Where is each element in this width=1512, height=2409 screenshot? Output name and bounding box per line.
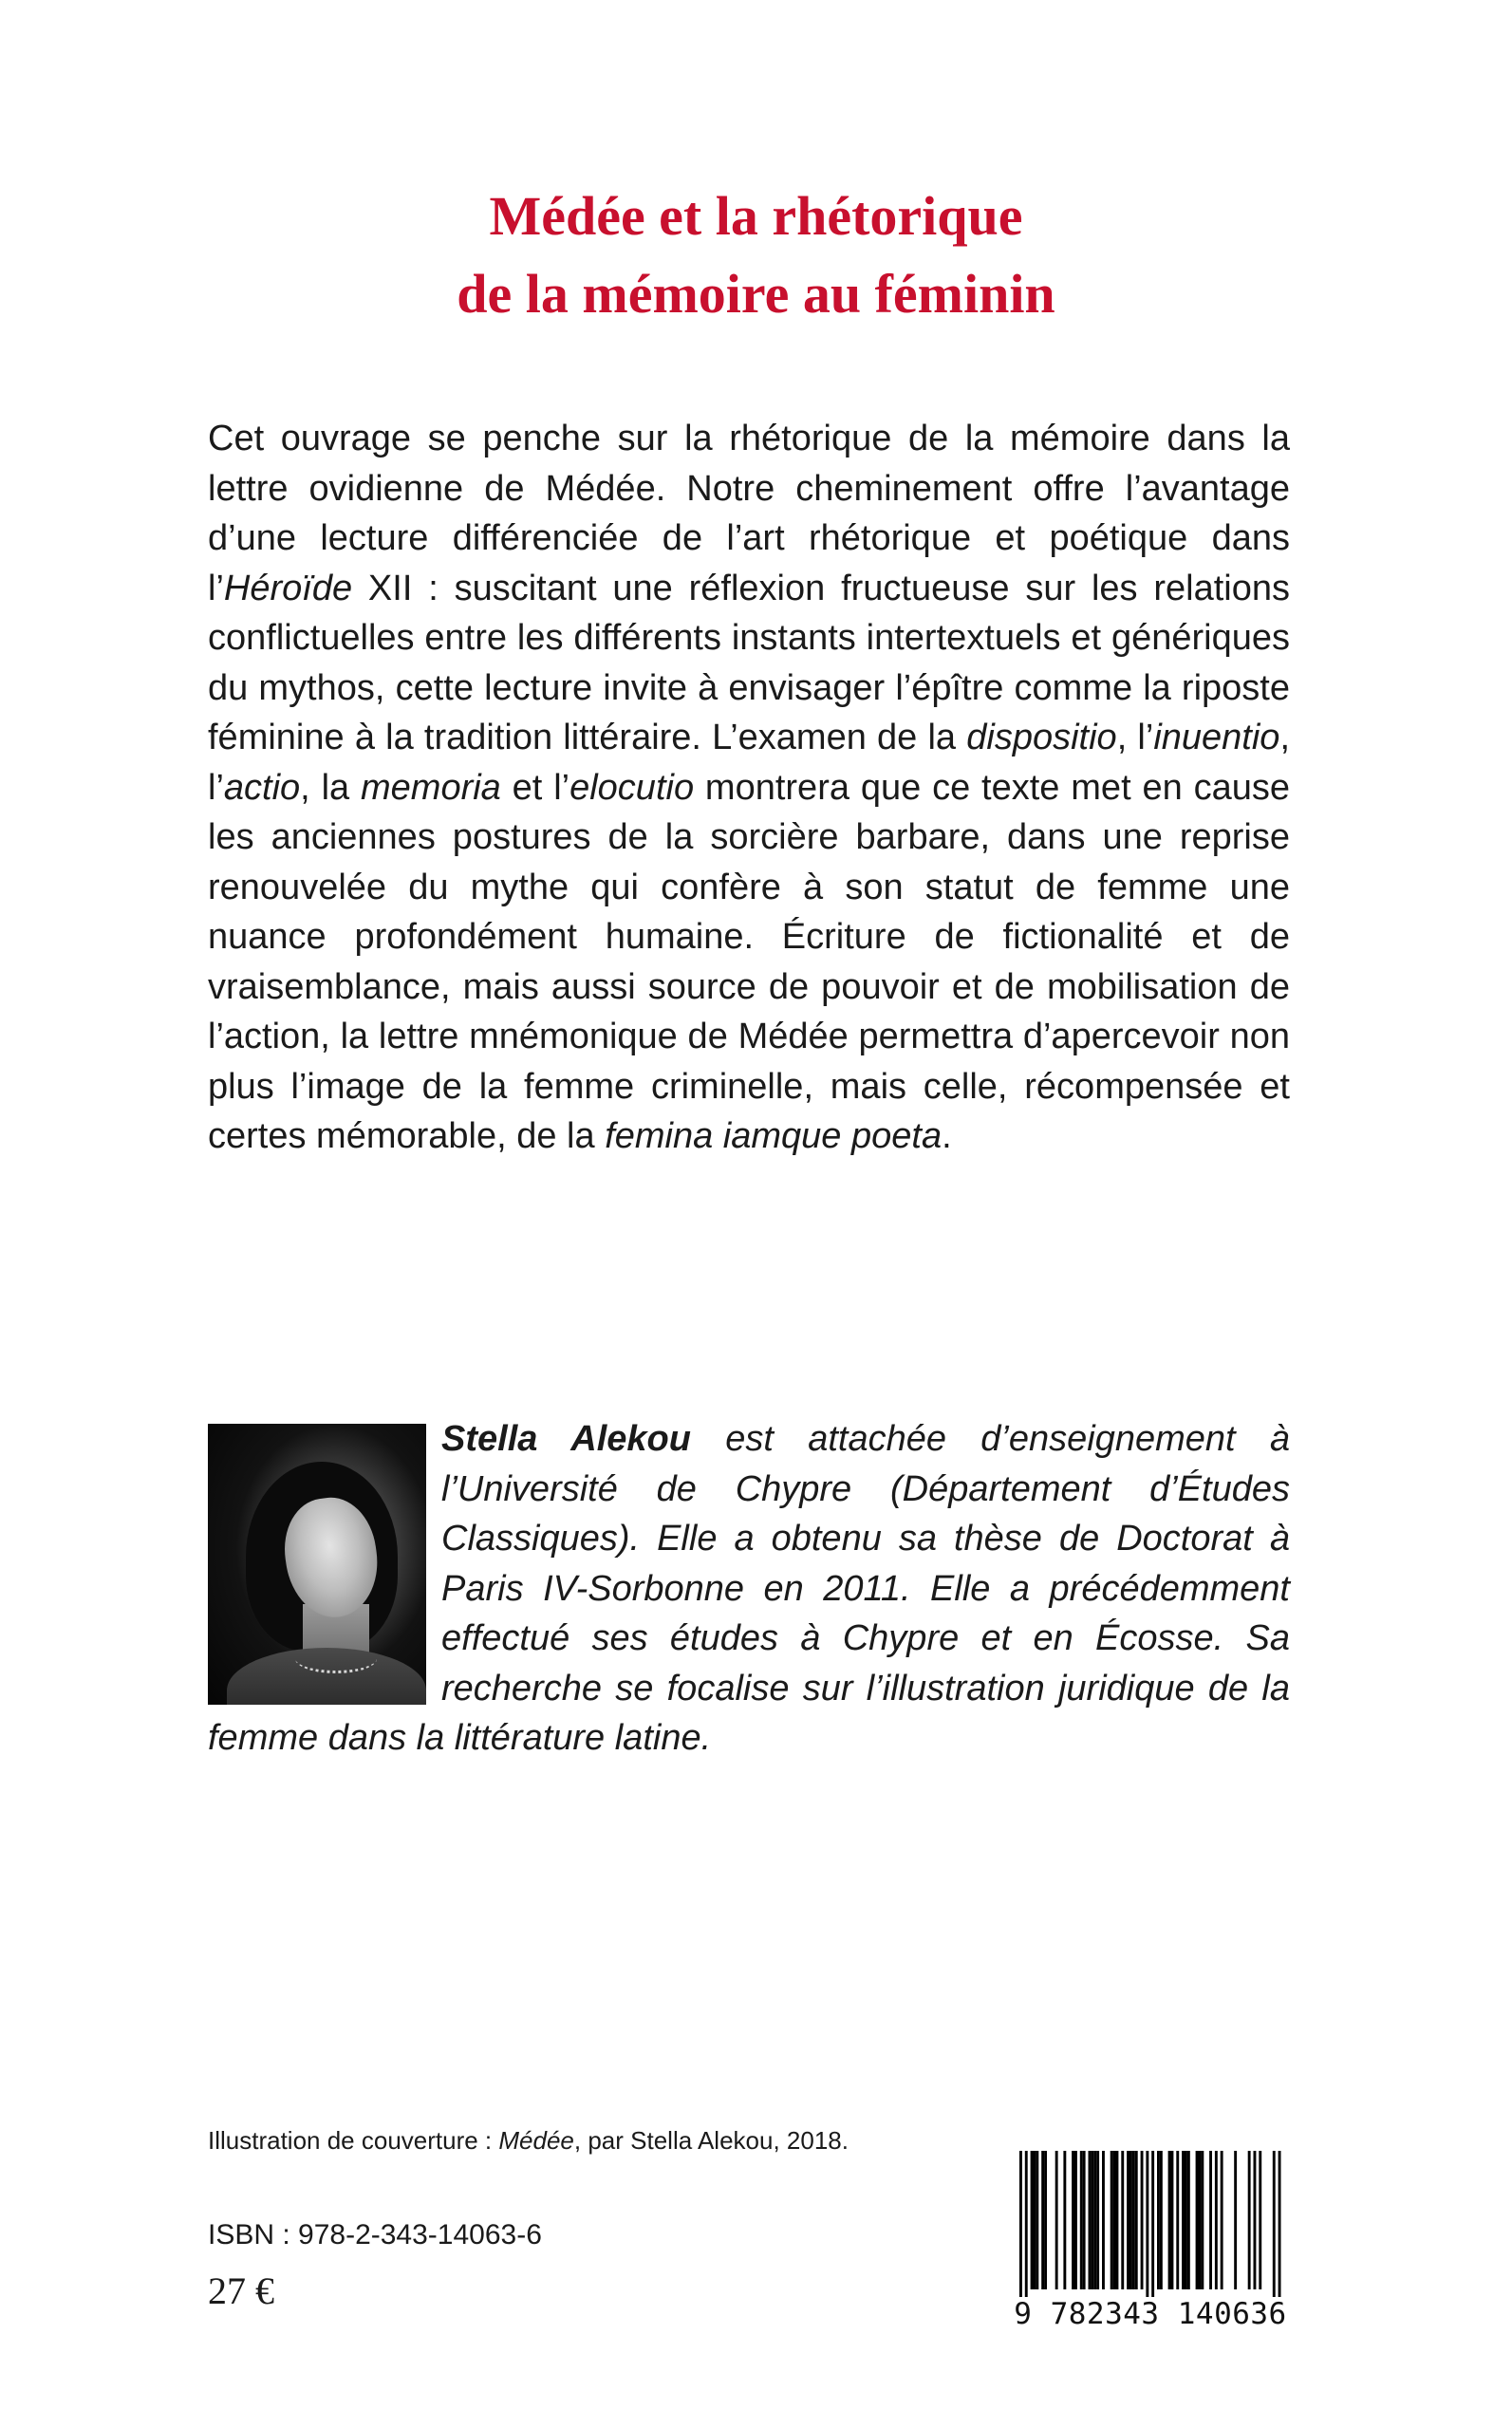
credit-prefix: Illustration de couverture : [208,2126,499,2155]
barcode-bar [1093,2151,1096,2289]
barcode-bar [1185,2151,1187,2289]
summary-text-3: , l’ [1116,718,1154,757]
barcode-bar [1199,2151,1202,2289]
barcode-bar [1135,2151,1138,2289]
barcode-bar [1221,2151,1223,2289]
barcode [1008,2147,1293,2333]
barcode-bar [1063,2151,1066,2289]
barcode-bar [1201,2151,1204,2289]
book-title-line-1: Médée et la rhétorique [489,184,1023,247]
summary-term-memoria: memoria [361,767,501,808]
barcode-bar [1254,2151,1257,2289]
barcode-bar [1259,2151,1261,2289]
summary-term-inuentio: inuentio [1153,718,1280,757]
barcode-bar [1074,2151,1077,2289]
author-bio [208,1414,1290,1764]
barcode-bar [1121,2151,1124,2289]
barcode-bar [1160,2151,1163,2289]
isbn: ISBN : 978-2-343-14063-6 [208,2219,542,2250]
barcode-digits: 9 782343 140636 [1014,2297,1287,2331]
barcode-bar [1132,2151,1135,2289]
barcode-bar [1041,2151,1044,2289]
barcode-bar [1072,2151,1074,2289]
barcode-bar [1196,2151,1199,2289]
barcode-bar [1279,2151,1281,2297]
barcode-bar [1080,2151,1083,2289]
barcode-bar [1273,2151,1276,2297]
barcode-bar [1096,2151,1099,2289]
barcode-bar [1025,2151,1028,2297]
barcode-bar [1168,2151,1171,2289]
barcode-bar [1111,2151,1113,2289]
author-photo-spacer [208,1414,441,1709]
barcode-bar [1146,2151,1148,2297]
summary-term-dispositio: dispositio [966,718,1117,757]
barcode-bar [1151,2151,1154,2297]
barcode-bar [1182,2151,1185,2289]
credit-work-title: Médée [498,2126,574,2155]
barcode-bar [1129,2151,1132,2289]
barcode-bar [1248,2151,1251,2289]
barcode-bar [1044,2151,1047,2289]
summary-term-heroide: Héroïde [223,568,353,608]
author-name: Stella Alekou [441,1419,691,1459]
barcode-bar [1036,2151,1038,2289]
barcode-bar [1234,2151,1237,2289]
summary-text-6: et l’ [500,767,570,808]
barcode-bar [1157,2151,1160,2289]
barcode-bar [1127,2151,1129,2289]
barcode-bars [1008,2147,1293,2297]
summary-text-7: montrera que ce texte met en cause les anciennes postures de la sorcière barbare, dans une reprise renouvelée du mythe qui confère à son statut de femme une nuance profondément humaine. Écriture de fictionalité et de vraisemblance, mais aussi source de pouvoir et de mobilisation de l’action, la lettre mnémonique de Médée permettra d’apercevoir non plus l’image de la femme criminelle, mais celle, récompensée et certes mémorable, de la [208,767,1290,1156]
barcode-bar [1055,2151,1058,2289]
barcode-bar [1141,2151,1144,2289]
summary-term-femina: femina iamque poeta [605,1116,943,1156]
summary-text-1: Cet ouvrage se penche sur la rhétorique de la mémoire dans la lettre ovidienne de Médée. Notre cheminement offre l’avantage d’une lecture différenciée de l’art rhétorique et poétique dans l’ [208,419,1290,608]
summary-text-2: XII : suscitant une réflexion fructueuse sur les relations conflictuelles entre les différents instants intertextuels et génériques du mythos, cette lecture invite à envisager l’épître comme la riposte féminine à la tradition littéraire. L’examen de la [208,568,1290,757]
barcode-bar [1215,2151,1218,2289]
summary-paragraph [208,414,1290,1162]
summary-term-actio: actio [223,767,301,808]
barcode-bar [1113,2151,1116,2289]
price: 27 € [208,2269,274,2312]
barcode-bar [1019,2151,1022,2297]
summary-text-5: , la [300,767,361,808]
barcode-bar [1034,2151,1036,2289]
barcode-bar [1176,2151,1179,2289]
barcode-bar [1091,2151,1093,2289]
summary-text-4: , l’ [208,718,1291,808]
barcode-bar [1209,2151,1212,2289]
barcode-bar [1083,2151,1086,2289]
barcode-bar [1187,2151,1190,2289]
credit-suffix: , par Stella Alekou, 2018. [573,2126,849,2155]
barcode-bar [1116,2151,1119,2289]
barcode-bar [1089,2151,1092,2289]
cover-illustration-credit [208,2124,849,2157]
summary-term-elocutio: elocutio [569,767,695,808]
book-title [0,177,1512,333]
book-title-line-2: de la mémoire au féminin [457,262,1055,325]
barcode-bar [1031,2151,1034,2289]
author-bio-text: est attachée d’enseignement à l’Université de Chypre (Département d’Études Classiques). Elle a obtenu sa thèse de Doctorat à Paris IV-Sorbonne en 2011. Elle a précédemment effectué ses études à Chypre et en Écosse. Sa recherche se focalise sur l’illustration juridique de la femme dans la littérature latine. [208,1419,1290,1758]
barcode-bar [1102,2151,1105,2289]
barcode-bar [1171,2151,1174,2289]
summary-text-8: . [942,1116,952,1156]
